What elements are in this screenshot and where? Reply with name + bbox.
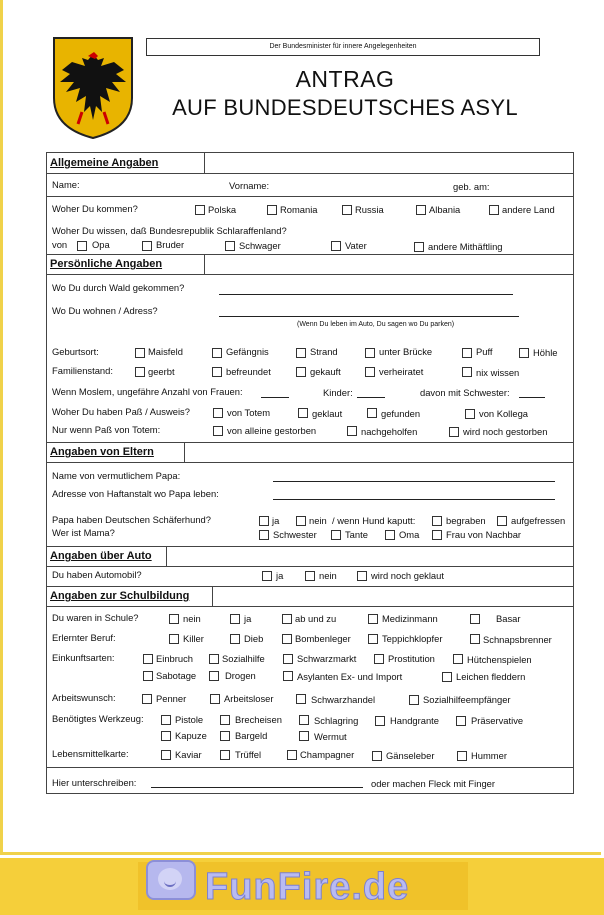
checkbox-medizinmann[interactable] — [368, 614, 378, 624]
option-label: befreundet — [226, 366, 271, 377]
checkbox-strand[interactable] — [296, 348, 306, 358]
checkbox-nix-wissen[interactable] — [462, 367, 472, 377]
arbeit-label: Arbeitswunsch: — [52, 692, 116, 703]
checkbox-schule-nein[interactable] — [169, 614, 179, 624]
option-label: Polska — [208, 204, 237, 215]
smiley-mouth — [164, 879, 176, 887]
option-label: Frau von Nachbar — [446, 529, 522, 540]
checkbox-andere-land[interactable] — [489, 205, 499, 215]
option-label: Schwester — [273, 529, 317, 540]
option-label: gefunden — [381, 408, 421, 419]
option-label: Sozialhilfe — [222, 653, 265, 664]
option-label: Hummer — [471, 750, 507, 761]
woher-label: Woher Du kommen? — [52, 203, 138, 214]
option-label: Schwager — [239, 240, 281, 251]
checkbox-nachgeholfen[interactable] — [347, 426, 357, 436]
option-label: andere Land — [502, 204, 555, 215]
option-label: Basar — [496, 613, 521, 624]
checkbox-teppichklopfer[interactable] — [368, 634, 378, 644]
checkbox-pistole[interactable] — [161, 715, 171, 725]
auto-label: Du haben Automobil? — [52, 569, 142, 580]
option-label: Brecheisen — [235, 714, 282, 725]
schwester-label: davon mit Schwester: — [420, 387, 510, 398]
fleck-label: oder machen Fleck mit Finger — [371, 778, 496, 789]
checkbox-albania[interactable] — [416, 205, 426, 215]
checkbox-schwarzhandel[interactable] — [296, 694, 306, 704]
checkbox-mama-nachbar[interactable] — [432, 530, 442, 540]
checkbox-penner[interactable] — [142, 694, 152, 704]
checkbox-schlagring[interactable] — [299, 715, 309, 725]
option-label: aufgefressen — [511, 515, 566, 526]
checkbox-brecheisen[interactable] — [220, 715, 230, 725]
option-label: geklaut — [312, 408, 343, 419]
checkbox-von-totem[interactable] — [213, 408, 223, 418]
checkbox-sozialhilfe[interactable] — [209, 654, 219, 664]
option-label: Penner — [156, 693, 187, 704]
checkbox-kaviar[interactable] — [161, 750, 171, 760]
familienstand-label: Familienstand: — [52, 365, 113, 376]
checkbox-mithaeftling[interactable] — [414, 242, 424, 252]
hund-kaputt-label: / wenn Hund kaputt: — [332, 515, 416, 526]
option-label: Einbruch — [156, 653, 194, 664]
section-auto: Angaben über Auto — [47, 546, 167, 566]
wohnen-note: (Wenn Du leben im Auto, Du sagen wo Du parken) — [297, 321, 455, 328]
option-label: nein — [309, 515, 327, 526]
section-persoenlich: Persönliche Angaben — [47, 254, 205, 274]
option-label: Kapuze — [175, 730, 207, 741]
option-label: Albania — [429, 204, 461, 215]
checkbox-opa[interactable] — [77, 241, 87, 251]
checkbox-bruecke[interactable] — [365, 348, 375, 358]
option-label: Opa — [92, 239, 110, 250]
einkunft-label: Einkunftsarten: — [52, 652, 115, 663]
beruf-label: Erlernter Beruf: — [52, 632, 116, 643]
checkbox-arbeitsloser[interactable] — [210, 694, 220, 704]
checkbox-maisfeld[interactable] — [135, 348, 145, 358]
option-label: Teppichklopfer — [382, 633, 443, 644]
lebensmittel-label: Lebensmittelkarte: — [52, 748, 129, 759]
option-label: Kaviar — [175, 749, 202, 760]
checkbox-kollega[interactable] — [465, 409, 475, 419]
checkbox-hund-nein[interactable] — [296, 516, 306, 526]
signature-line[interactable] — [151, 787, 363, 788]
option-label: Handgrante — [390, 715, 439, 726]
option-label: Präservative — [471, 715, 524, 726]
option-label: ja — [272, 515, 280, 526]
mama-label: Wer ist Mama? — [52, 527, 115, 538]
frauen-input-line[interactable] — [261, 397, 289, 398]
option-label: andere Mithäftling — [428, 241, 503, 252]
checkbox-noch-gestorben[interactable] — [449, 427, 459, 437]
option-label: Bruder — [156, 239, 185, 250]
page-subtitle: AUF BUNDESDEUTSCHES ASYL — [172, 95, 518, 120]
checkbox-kapuze[interactable] — [161, 731, 171, 741]
checkbox-polska[interactable] — [195, 205, 205, 215]
option-label: Puff — [476, 346, 493, 357]
checkbox-huetchenspielen[interactable] — [453, 654, 463, 664]
totem-label: Nur wenn Paß von Totem: — [52, 424, 161, 435]
option-label: begraben — [446, 515, 486, 526]
option-label: Sabotage — [156, 670, 197, 681]
option-label: Tante — [345, 529, 368, 540]
checkbox-basar[interactable] — [470, 614, 480, 624]
checkbox-romania[interactable] — [267, 205, 277, 215]
checkbox-russia[interactable] — [342, 205, 352, 215]
option-label: Pistole — [175, 714, 204, 725]
option-label: Schwarzhandel — [311, 694, 376, 705]
checkbox-dieb[interactable] — [230, 634, 240, 644]
checkbox-auto-nein[interactable] — [305, 571, 315, 581]
checkbox-hund-ja[interactable] — [259, 516, 269, 526]
option-label: Medizinmann — [382, 613, 438, 624]
checkbox-killer[interactable] — [169, 634, 179, 644]
checkbox-alleine[interactable] — [213, 426, 223, 436]
checkbox-wermut[interactable] — [299, 731, 309, 741]
checkbox-gekauft[interactable] — [296, 367, 306, 377]
option-label: Strand — [310, 346, 338, 357]
option-label: Schwarzmarkt — [297, 653, 357, 664]
option-label: Gänseleber — [386, 750, 435, 761]
option-label: wird noch gestorben — [463, 426, 548, 437]
option-label: unter Brücke — [379, 346, 433, 357]
checkbox-gefaengnis[interactable] — [212, 348, 222, 358]
checkbox-schule-ja[interactable] — [230, 614, 240, 624]
option-label: Bargeld — [235, 730, 268, 741]
option-label: nachgeholfen — [361, 426, 418, 437]
papa-input-line[interactable] — [273, 481, 555, 482]
checkbox-drogen[interactable] — [209, 671, 219, 681]
option-label: gekauft — [310, 366, 341, 377]
hund-label: Papa haben Deutschen Schäferhund? — [52, 514, 211, 525]
option-label: Hütchenspielen — [467, 654, 532, 665]
option-label: wird noch geklaut — [371, 570, 444, 581]
option-label: ja — [244, 613, 252, 624]
checkbox-begraben[interactable] — [432, 516, 442, 526]
brand-logo-text[interactable]: FunFire.de — [205, 866, 410, 908]
werkzeug-label: Benötigtes Werkzeug: — [52, 713, 144, 724]
checkbox-mama-schwester[interactable] — [259, 530, 269, 540]
option-label: Maisfeld — [148, 346, 183, 357]
option-label: Vater — [345, 240, 367, 251]
checkbox-gaenseleber[interactable] — [372, 751, 382, 761]
option-label: Romania — [280, 204, 318, 215]
pass-label: Woher Du haben Paß / Ausweis? — [52, 406, 190, 417]
haft-label: Adresse von Haftanstalt wo Papa leben: — [52, 488, 219, 499]
checkbox-leichen[interactable] — [442, 672, 452, 682]
option-label: Sozialhilfeempfänger — [423, 694, 511, 705]
option-label: Schlagring — [314, 715, 359, 726]
ministry-label: Der Bundesminister für innere Angelegenheiten — [146, 38, 540, 56]
option-label: Leichen fleddern — [456, 671, 526, 682]
option-label: Russia — [355, 204, 384, 215]
moslem-label: Wenn Moslem, ungefähre Anzahl von Frauen: — [52, 386, 243, 397]
option-label: von Kollega — [479, 408, 528, 419]
option-label: Höhle — [533, 347, 558, 358]
checkbox-schwarzmarkt[interactable] — [283, 654, 293, 664]
checkbox-handgrante[interactable] — [375, 716, 385, 726]
geburtsort-label: Geburtsort: — [52, 346, 99, 357]
option-label: Bombenleger — [295, 633, 351, 644]
eagle-coat-of-arms-icon — [52, 36, 134, 140]
checkbox-bombenleger[interactable] — [282, 634, 292, 644]
option-label: nein — [183, 613, 201, 624]
wald-label: Wo Du durch Wald gekommen? — [52, 282, 185, 293]
wald-input-line[interactable] — [219, 294, 513, 295]
checkbox-schwager[interactable] — [225, 241, 235, 251]
checkbox-mama-tante[interactable] — [331, 530, 341, 540]
checkbox-prostitution[interactable] — [374, 654, 384, 664]
wohnen-input-line[interactable] — [219, 316, 519, 317]
option-label: nix wissen — [476, 367, 520, 378]
vorname-label: Vorname: — [229, 180, 270, 191]
checkbox-ab-und-zu[interactable] — [282, 614, 292, 624]
section-schule: Angaben zur Schulbildung — [47, 586, 213, 606]
section-eltern: Angaben von Eltern — [47, 442, 185, 462]
checkbox-auto-geklaut[interactable] — [357, 571, 367, 581]
checkbox-sozialhilfeempfaenger[interactable] — [409, 695, 419, 705]
option-label: Wermut — [314, 731, 347, 742]
option-label: von alleine gestorben — [227, 425, 317, 436]
schule-label: Du waren in Schule? — [52, 612, 139, 623]
checkbox-auto-ja[interactable] — [262, 571, 272, 581]
checkbox-hummer[interactable] — [457, 751, 467, 761]
checkbox-vater[interactable] — [331, 241, 341, 251]
option-label: Arbeitsloser — [224, 693, 274, 704]
von-label: von — [52, 239, 68, 250]
section-allgemein: Allgemeine Angaben — [47, 153, 205, 173]
option-label: ab und zu — [295, 613, 337, 624]
checkbox-bargeld[interactable] — [220, 731, 230, 741]
checkbox-mama-oma[interactable] — [385, 530, 395, 540]
schwester-input-line[interactable] — [519, 397, 545, 398]
wissen-label: Woher Du wissen, daß Bundesrepublik Schlaraffenland? — [52, 225, 287, 236]
option-label: Prostitution — [388, 653, 435, 664]
option-label: Champagner — [300, 749, 355, 760]
wohnen-label: Wo Du wohnen / Adress? — [52, 305, 158, 316]
checkbox-bruder[interactable] — [142, 241, 152, 251]
checkbox-trueffel[interactable] — [220, 750, 230, 760]
page-title: ANTRAG — [295, 66, 395, 92]
option-label: Oma — [399, 529, 420, 540]
geb-label: geb. am: — [453, 181, 490, 192]
option-label: ja — [276, 570, 284, 581]
option-label: Schnapsbrenner — [483, 634, 552, 645]
checkbox-sabotage[interactable] — [143, 671, 153, 681]
option-label: nein — [319, 570, 337, 581]
option-label: Asylanten Ex- und Import — [297, 671, 403, 682]
checkbox-befreundet[interactable] — [212, 367, 222, 377]
application-form — [46, 152, 574, 794]
smiley-logo-icon — [146, 860, 196, 900]
option-label: Dieb — [244, 633, 264, 644]
checkbox-champagner[interactable] — [287, 750, 297, 760]
checkbox-praeservative[interactable] — [456, 716, 466, 726]
option-label: von Totem — [227, 407, 271, 418]
checkbox-gefunden[interactable] — [367, 408, 377, 418]
option-label: Drogen — [225, 670, 256, 681]
checkbox-schnapsbrenner[interactable] — [470, 634, 480, 644]
option-label: Trüffel — [235, 749, 262, 760]
option-label: verheiratet — [379, 366, 424, 377]
option-label: geerbt — [148, 366, 175, 377]
haft-input-line[interactable] — [273, 499, 555, 500]
checkbox-puff[interactable] — [462, 348, 472, 358]
kinder-label: Kinder: — [323, 387, 353, 398]
option-label: Killer — [183, 633, 204, 644]
checkbox-verheiratet[interactable] — [365, 367, 375, 377]
checkbox-geklaut[interactable] — [298, 408, 308, 418]
name-label: Name: — [52, 179, 80, 190]
papa-label: Name von vermutlichem Papa: — [52, 470, 181, 481]
option-label: Gefängnis — [226, 346, 269, 357]
kinder-input-line[interactable] — [357, 397, 385, 398]
checkbox-einbruch[interactable] — [143, 654, 153, 664]
sign-label: Hier unterschreiben: — [52, 777, 137, 788]
checkbox-geerbt[interactable] — [135, 367, 145, 377]
checkbox-asylanten[interactable] — [283, 671, 293, 681]
checkbox-aufgefressen[interactable] — [497, 516, 507, 526]
checkbox-hoehle[interactable] — [519, 348, 529, 358]
smiley-face — [158, 868, 182, 890]
